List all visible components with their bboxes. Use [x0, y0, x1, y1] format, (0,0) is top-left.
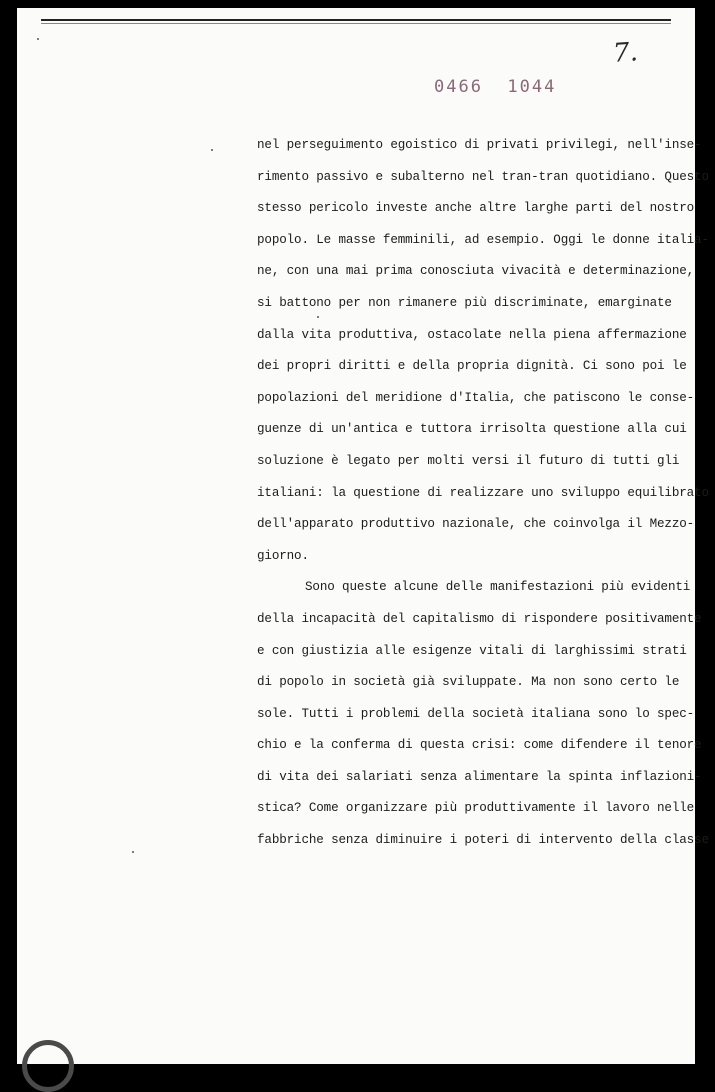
scan-speck — [211, 149, 213, 151]
archive-stamp: 0466 1044 — [434, 77, 557, 97]
text-line: popolo. Le masse femminili, ad esempio. Oggi le donne italia- — [257, 232, 709, 247]
text-line: guenze di un'antica e tuttora irrisolta questione alla cui — [257, 422, 687, 437]
top-rule-shadow — [41, 23, 671, 24]
text-line: dalla vita produttiva, ostacolate nella piena affermazione — [257, 327, 687, 342]
text-line: di popolo in società già sviluppate. Ma non sono certo le — [257, 675, 680, 690]
text-line: italiani: la questione di realizzare uno sviluppo equilibrato — [257, 485, 709, 500]
text-line: ne, con una mai prima conosciuta vivacità e determinazione, — [257, 264, 695, 279]
document-page — [17, 8, 709, 1064]
text-line: si battono per non rimanere più discriminate, emarginate — [257, 295, 672, 310]
text-line: popolazioni del meridione d'Italia, che patiscono le conse- — [257, 390, 695, 405]
text-line: nel perseguimento egoistico di privati privilegi, nell'inse- — [257, 138, 702, 152]
text-line: Sono queste alcune delle manifestazioni più evidenti — [305, 580, 691, 595]
text-line: chio e la conferma di questa crisi: come difendere il tenore — [257, 738, 702, 753]
text-line: dei propri diritti e della propria dignità. Ci sono poi le — [257, 359, 687, 374]
body-text — [257, 130, 709, 857]
page-number: 7. — [611, 37, 639, 69]
text-line: stica? Come organizzare più produttivamente il lavoro nelle — [257, 801, 695, 816]
scan-speck — [132, 851, 134, 853]
text-line: di vita dei salariati senza alimentare la spinta inflazioni- — [257, 769, 702, 784]
text-line: stesso pericolo investe anche altre larghe parti del nostro — [257, 201, 695, 216]
text-line: rimento passivo e subalterno nel tran-tran quotidiano. Questo — [257, 169, 709, 184]
corner-watermark-icon — [22, 1040, 74, 1092]
text-line: della incapacità del capitalismo di rispondere positivamente — [257, 611, 702, 626]
text-line: sole. Tutti i problemi della società italiana sono lo spec- — [257, 706, 695, 721]
text-line: fabbriche senza diminuire i poteri di intervento della classe — [257, 833, 709, 848]
text-line: dell'apparato produttivo nazionale, che coinvolga il Mezzo- — [257, 517, 695, 532]
scan-speck — [37, 38, 39, 40]
scan-speck — [317, 316, 319, 318]
text-line: soluzione è legato per molti versi il futuro di tutti gli — [257, 453, 680, 468]
text-line: e con giustizia alle esigenze vitali di larghissimi strati — [257, 643, 687, 658]
text-line: giorno. — [257, 548, 309, 563]
top-rule — [41, 19, 671, 21]
